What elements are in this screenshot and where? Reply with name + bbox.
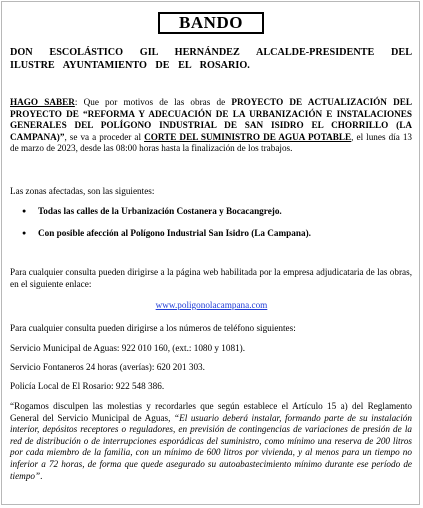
closing-paragraph — [10, 401, 412, 482]
mayor-heading: DON ESCOLÁSTICO GIL HERNÁNDEZ ALCALDE-PRESIDENTE DEL ILUSTRE AYUNTAMIENTO DE EL ROSARIO. — [10, 47, 412, 71]
project-name: PROYECTO DE ACTUALIZACIÓN DEL PROYECTO DE “REFORMA Y ADECUACIÓN DE LA URBANIZACIÓN E INSTALACIONES GENERALES DEL POLÍGONO INDUSTRIAL DE SAN ISIDRO EL CHORRILLO (LA CAMPANA)” — [10, 97, 412, 142]
regulation-quote: “El usuario deberá instalar, formando parte de su instalación interior, depósitos receptores o reguladores, en previsión de contingencias de variaciones de presión de la red de distribución o de interrupciones esporádicas del suministro, como mínimo una reserva de 200 litros por cada miembro de la familia, con un mínimo de 600 litros por vivienda, y al menos para un tiempo no inferior a 72 horas, de forma que quede asegurado su autoabastecimiento mínimo durante ese período de tiempo” — [10, 412, 412, 481]
website-link[interactable]: www.poligonolacampana.com — [155, 300, 268, 310]
phone-police: Policía Local de El Rosario: 922 548 386. — [10, 381, 165, 391]
zone-item: ● Todas las calles de la Urbanización Costanera y Bocacangrejo. — [22, 206, 412, 216]
web-paragraph: Para cualquier consulta pueden dirigirse a la página web habilitada por la empresa adjudicataria de las obras, en el siguiente enlace: — [10, 267, 412, 289]
phones-intro: Para cualquier consulta pueden dirigirse a los números de teléfono siguientes: — [10, 323, 296, 333]
bando-title — [158, 12, 264, 34]
phone-water-service: Servicio Municipal de Aguas: 922 010 160, (ext.: 1080 y 1081). — [10, 343, 246, 353]
hago-saber-label: HAGO SABER — [10, 97, 75, 107]
water-cut-label: CORTE DEL SUMINISTRO DE AGUA POTABLE — [144, 131, 352, 142]
zones-list — [22, 206, 412, 238]
notice-text-1: : Que por motivos de las obras de — [74, 97, 232, 107]
title-text: BANDO — [179, 13, 243, 32]
closing-text: “Rogamos disculpen las molestias y recordarles que según establece el Artículo 15 a) del Reglamento General del Servicio Municipal de Aguas, — [10, 401, 412, 423]
hago-saber-paragraph — [10, 97, 412, 155]
zones-intro: Las zonas afectadas, son las siguientes: — [10, 186, 155, 196]
notice-text-2: , se va a proceder al — [64, 131, 145, 142]
closing-end: . — [40, 470, 43, 481]
notice-text-3: , el lunes día 13 de marzo de 2023, desde las 08:00 horas hasta la finalización de los trabajos. — [10, 131, 413, 154]
zone-item: ● Con posible afección al Polígono Industrial San Isidro (La Campana). — [22, 228, 412, 238]
phone-plumbers: Servicio Fontaneros 24 horas (averías): 620 201 303. — [10, 362, 205, 372]
